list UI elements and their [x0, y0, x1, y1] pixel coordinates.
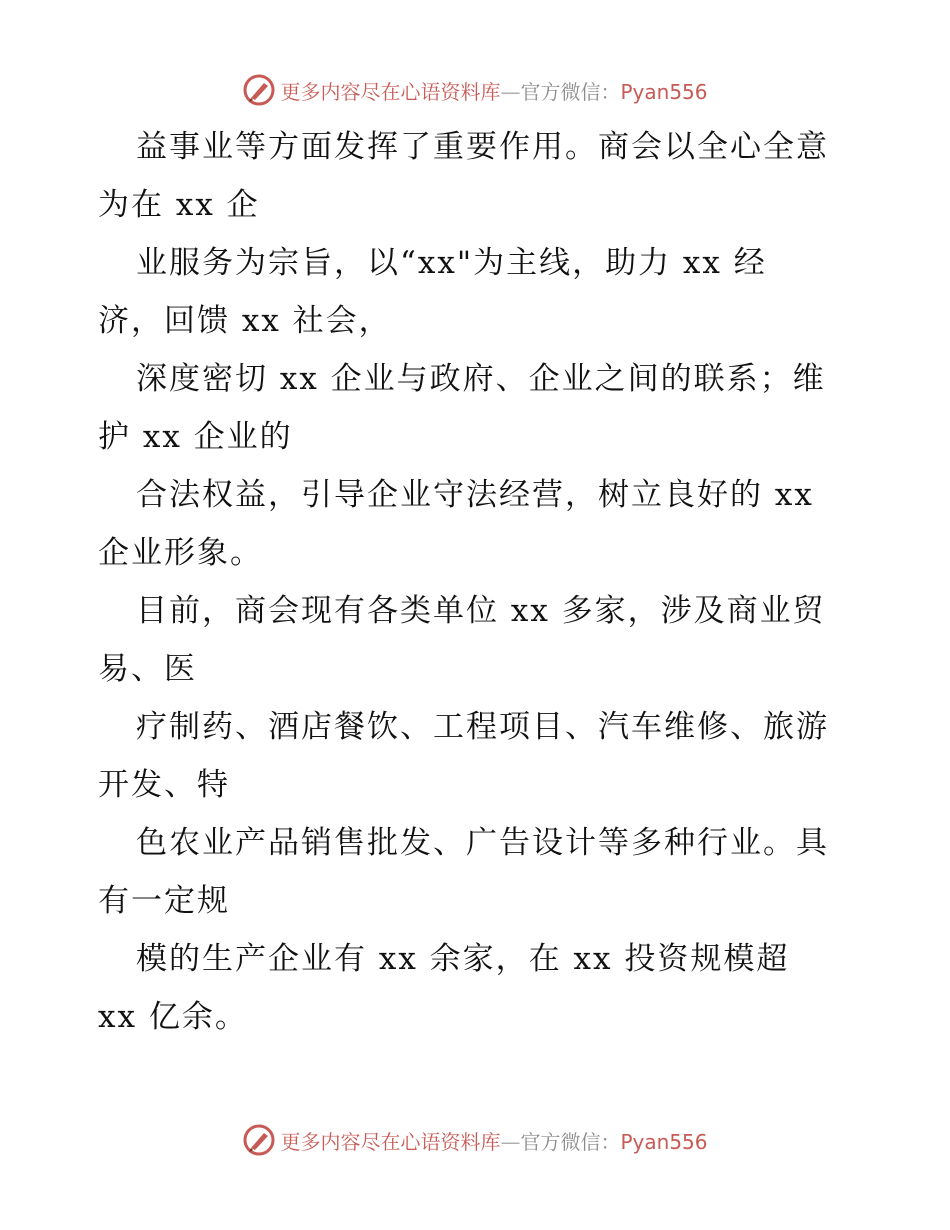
watermark-text: [280, 76, 707, 105]
body-line: 护 xx 企业的: [98, 419, 293, 455]
body-line: 济，回馈 xx 社会，: [98, 303, 392, 339]
body-line: 益事业等方面发挥了重要作用。商会以全心全意: [136, 129, 829, 165]
header-watermark: [0, 70, 950, 110]
body-line: 为在 xx 企: [98, 187, 260, 223]
watermark-site: 更多内容尽在心语资料库: [280, 1129, 501, 1154]
body-line: 业服务为宗旨，以“xx"为主线，助力 xx 经: [136, 245, 767, 281]
body-line: 企业形象。: [98, 535, 263, 571]
watermark-account: Pyan556: [620, 79, 708, 104]
watermark-dash: —: [500, 1129, 521, 1154]
watermark-dash: —: [500, 79, 521, 104]
body-line: 目前，商会现有各类单位 xx 多家，涉及商业贸: [136, 593, 826, 629]
body-line: 开发、特: [98, 767, 230, 803]
footer-watermark: [0, 1120, 950, 1160]
watermark-account: Pyan556: [620, 1129, 708, 1154]
body-line: xx 亿余。: [98, 999, 248, 1035]
body-line: 有一定规: [98, 883, 230, 919]
watermark-wechat-label: 官方微信：: [520, 79, 621, 104]
body-line: 模的生产企业有 xx 余家，在 xx 投资规模超: [136, 941, 790, 977]
watermark-text: [280, 1126, 707, 1155]
document-body: [98, 122, 858, 1050]
body-line: 色农业产品销售批发、广告设计等多种行业。具: [136, 825, 829, 861]
pen-logo-icon: [242, 1123, 276, 1157]
body-line: 疗制药、酒店餐饮、工程项目、汽车维修、旅游: [136, 709, 829, 745]
pen-logo-icon: [242, 73, 276, 107]
watermark-site: 更多内容尽在心语资料库: [280, 79, 501, 104]
body-line: 合法权益，引导企业守法经营，树立良好的 xx: [136, 477, 814, 513]
watermark-wechat-label: 官方微信：: [520, 1129, 621, 1154]
body-line: 深度密切 xx 企业与政府、企业之间的联系；维: [136, 361, 826, 397]
body-line: 易、医: [98, 651, 197, 687]
